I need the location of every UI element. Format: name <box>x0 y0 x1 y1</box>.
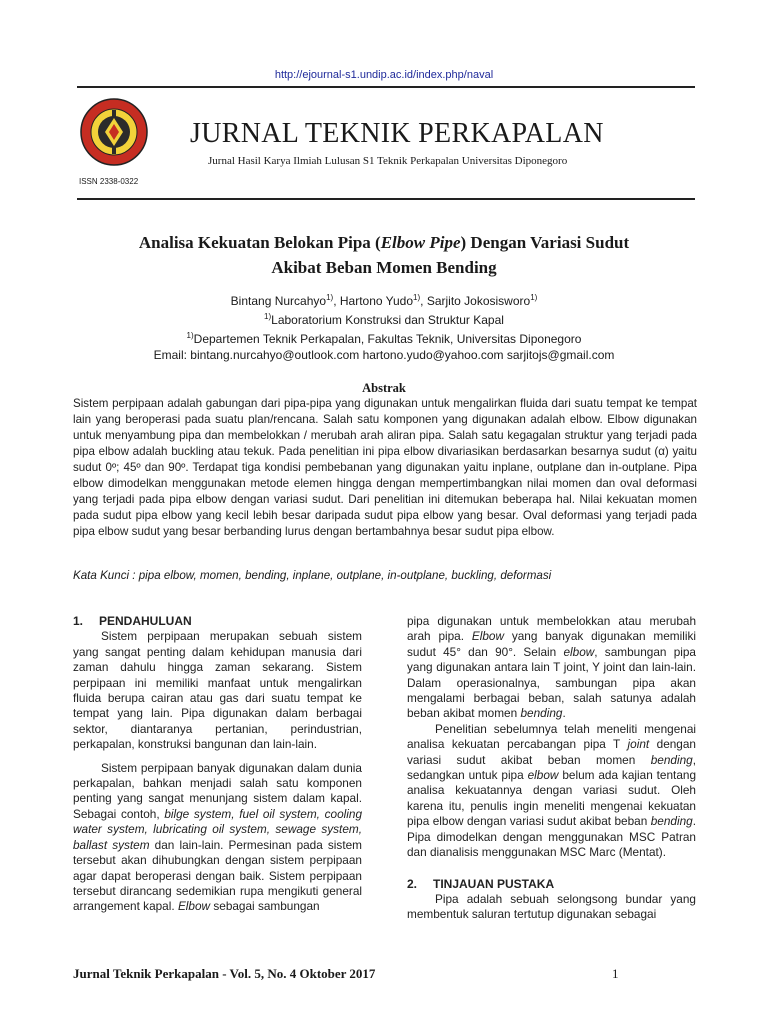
author-line <box>60 290 708 309</box>
section-1-heading <box>73 614 362 629</box>
column-right <box>407 614 696 923</box>
section-2-title: TINJAUAN PUSTAKA <box>433 876 555 891</box>
journal-title: JURNAL TEKNIK PERKAPALAN <box>190 118 604 149</box>
paper-title <box>60 230 708 280</box>
column-2-paragraph-1 <box>407 614 696 722</box>
p2-text-b: dan lain-lain. Permesinan pada sistem tersebut akan dihubungkan dengan sistem perpipaan agar dapat beroperasi dengan baik. Sistem perpipaan tersebut dirancang sedemikian rupa mengikuti general arrangement kapal. <box>73 837 362 914</box>
c2p1-b: yang banyak digunakan memiliki sudut 45° dan 90°. Selain <box>407 629 696 659</box>
affil-1-sup: 1) <box>264 312 272 321</box>
section-1-paragraph-1: Sistem perpipaan merupakan sebuah sistem yang sangat penting dalam kehidupan manusia dari zaman dahulu hingga zaman sekarang. Sistem perpipaan ini memiliki manfaat untuk mengalirkan fluida berupa cairan atau gas dari suatu tempat ke tempat yang lain. Pipa digunakan dalam berbagai sektor, diantaranya pertanian, perindustrian, perkapalan, konstruksi bangunan dan lain-lain. <box>73 629 362 752</box>
affiliation-2 <box>60 328 708 347</box>
affiliation-1 <box>60 309 708 328</box>
section-1-title: PENDAHULUAN <box>99 614 192 628</box>
p2-italic-elbow: Elbow <box>177 899 211 914</box>
affil-1-text: Laboratorium Konstruksi dan Struktur Kapal <box>271 313 504 327</box>
paper-title-italic: Elbow Pipe <box>380 233 461 252</box>
author-3: , Sarjito Jokosisworo <box>420 294 531 308</box>
page-number: 1 <box>612 966 619 981</box>
author-3-sup: 1) <box>530 293 538 302</box>
header-top-rule <box>77 86 695 88</box>
p2-text-c: sebagai sambungan <box>210 899 320 914</box>
c2p2-i3: elbow <box>527 768 559 783</box>
c2p1-i3: bending <box>520 706 563 721</box>
column-2-paragraph-2 <box>407 722 696 861</box>
section-2-heading <box>407 877 696 892</box>
journal-url[interactable]: http://ejournal-s1.undip.ac.id/index.php/naval <box>274 69 494 81</box>
university-seal-icon <box>79 97 149 167</box>
c2p2-c: , sedangkan untuk pipa <box>407 752 696 783</box>
author-2: , Hartono Yudo <box>333 294 414 308</box>
issn-label: ISSN 2338-0322 <box>79 177 139 186</box>
author-block <box>60 290 708 363</box>
c2p2-i2: bending <box>650 752 693 767</box>
paper-title-line2: Akibat Beban Momen Bending <box>271 258 497 277</box>
email-line: Email: bintang.nurcahyo@outlook.com hartono.yudo@yahoo.com sarjitojs@gmail.com <box>153 348 615 362</box>
p2-text-a: Sistem perpipaan banyak digunakan dalam dunia perkapalan, bahkan menjadi salah satu komponen penting yang sangat menunjang sistem dalam kapal. Sebagai contoh, <box>73 760 362 821</box>
journal-subtitle: Jurnal Hasil Karya Ilmiah Lulusan S1 Teknik Perkapalan Universitas Diponegoro <box>208 155 568 167</box>
c2p1-c: , sambungan pipa yang digunakan antara lain T joint, Y joint dan lain-lain. Dalam operasionalnya, sambungan pipa akan mengalami berbagai beban, salah satunya adalah beban akibat momen <box>407 644 696 721</box>
p2-italic-systems: bilge system, fuel oil system, cooling water system, lubricating oil system, sewage system, ballast system <box>73 806 363 852</box>
column-left <box>73 614 362 915</box>
paper-title-part2: ) Dengan Variasi Sudut <box>460 233 630 252</box>
university-logo <box>79 97 149 167</box>
affil-2-text: Departemen Teknik Perkapalan, Fakultas Teknik, Universitas Diponegoro <box>193 332 582 346</box>
c2p2-e: . Pipa dimodelkan dengan menggunakan MSC Patran dan dianalisis menggunakan MSC Marc (Mentat). <box>407 814 696 860</box>
c2p1-i1: Elbow <box>471 629 504 644</box>
c2p2-d: belum ada kajian tentang analisa kekuatannya dengan variasi sudut. Oleh karena itu, penulis ingin meneliti mengenai kekuatan pipa elbow dengan variasi sudut akibat beban <box>407 768 697 829</box>
author-1-sup: 1) <box>326 293 334 302</box>
c2p2-i1: joint <box>627 737 650 752</box>
section-2-paragraph-1: Pipa adalah sebuah selongsong bundar yang membentuk saluran tertutup digunakan sebagai <box>407 891 696 922</box>
abstract-heading: Abstrak <box>362 381 406 395</box>
header-bottom-rule <box>77 198 695 200</box>
section-1-number: 1. <box>73 614 84 628</box>
c2p1-d: . <box>562 706 566 721</box>
author-1: Bintang Nurcahyo <box>230 294 327 308</box>
c2p2-b: dengan variasi sudut akibat beban momen <box>407 737 696 767</box>
paper-title-part1: Analisa Kekuatan Belokan Pipa ( <box>138 233 381 252</box>
c2p2-i4: bending <box>650 814 693 829</box>
affil-2-sup: 1) <box>186 331 194 340</box>
keywords: Kata Kunci : pipa elbow, momen, bending, inplane, outplane, in-outplane, buckling, deformasi <box>73 569 552 582</box>
abstract-text: Sistem perpipaan adalah gabungan dari pipa-pipa yang digunakan untuk mengalirkan fluida dari suatu tempat ke tempat lain yang beroperasi pada suatu plan/rencana. Salah satu komponen yang digunakan adalah elbow. Elbow digunakan untuk menyambung pipa dan membelokkan / merubah arah aliran pipa. Salah satu kegagalan struktur yang terjadi pada pipa elbow adalah buckling atau tekuk. Pada penelitian ini pipa elbow divariasikan berdasarkan besarnya sudut (α) yaitu sudut 0º; 45º dan 90º. Terdapat tiga kondisi pembebanan yang digunakan yaitu inplane, outplane dan in-outplane. Pipa elbow dimodelkan menggunakan metode elemen hingga dengan mempertimbangkan nilai momen dan oval deformasi yang terjadi pada pipa elbow dengan variasi sudut. Dari penelitian ini ditemukan beberapa hal. Nilai kekuatan momen pada sudut pipa elbow yang kecil lebih besar daripada sudut pipa elbow yang besar. Oval deformasi yang terjadi pada pipa elbow sudut yang besar berbanding lurus dengan bertambahnya besar sudut pipa elbow. <box>73 397 697 538</box>
c2p1-i2: elbow <box>563 644 595 659</box>
author-2-sup: 1) <box>413 293 421 302</box>
section-1-paragraph-2 <box>73 761 362 915</box>
section-2-number: 2. <box>407 876 418 891</box>
footer-citation: Jurnal Teknik Perkapalan - Vol. 5, No. 4 Oktober 2017 <box>73 966 376 981</box>
c2p2-a: Penelitian sebelumnya telah meneliti mengenai analisa kekuatan percabangan pipa T <box>407 721 696 752</box>
c2p1-a: pipa digunakan untuk membelokkan atau merubah arah pipa. <box>407 614 696 644</box>
